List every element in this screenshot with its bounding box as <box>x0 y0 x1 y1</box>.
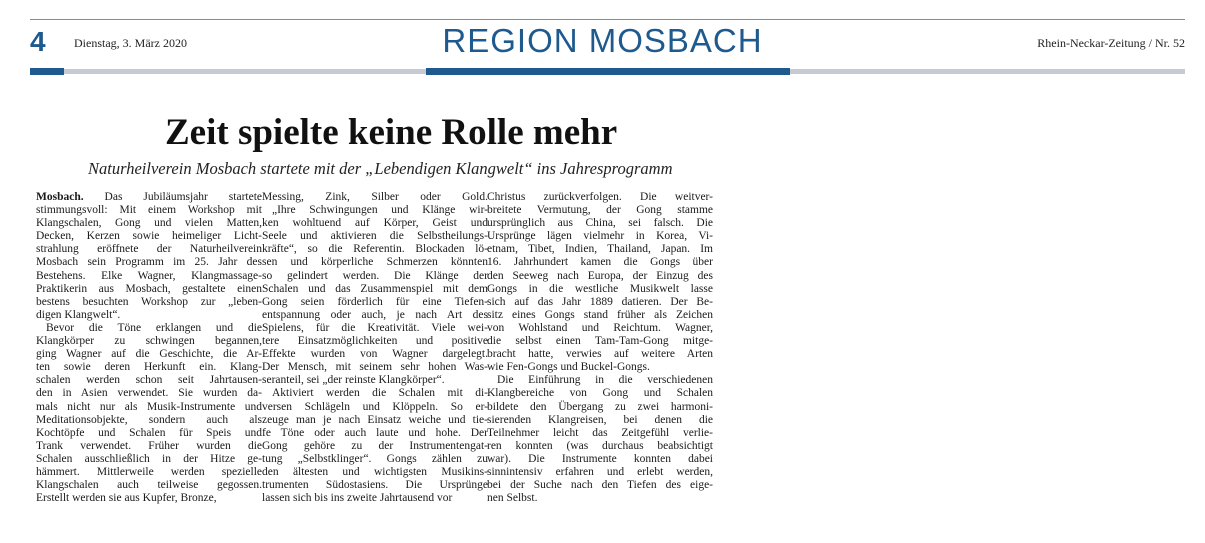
article-text: stimmungsvoll: Mit einem Workshop mit <box>36 204 262 217</box>
article-line <box>487 191 713 204</box>
article-text: sitz eines Gongs stand früher als Zeichen <box>487 308 713 321</box>
article-line <box>262 453 488 466</box>
article-text: ten sowie deren Herkunft ein. Klang- <box>36 361 262 374</box>
article-text: sierenden Klangreisen, bei denen die <box>487 413 713 426</box>
article-line <box>262 414 488 427</box>
top-rule <box>30 19 1185 20</box>
article-line <box>262 479 488 492</box>
article-line <box>487 230 713 243</box>
article-text: Das Jubiläumsjahr startete <box>104 191 263 203</box>
article-text: etnam, Tibet, Indien, Thailand, Japan. Im <box>487 243 713 256</box>
article-line <box>36 401 262 414</box>
article-line <box>487 427 713 440</box>
article-line <box>487 453 713 466</box>
article-text: trumenten Südostasiens. Die Ursprünge <box>262 479 488 492</box>
article-text: nen Selbst. <box>487 492 538 505</box>
article-line <box>262 374 488 387</box>
article-column-2 <box>262 191 488 505</box>
article-text: Trank verwendet. Früher wurden die <box>36 439 262 452</box>
article-line <box>262 270 488 283</box>
article-line <box>262 440 488 453</box>
article-line <box>36 361 262 374</box>
article-text: lassen sich bis ins zweite Jahrtausend vor <box>262 492 453 505</box>
article-text: Ursprünge lägen vielmehr in Korea, Vi- <box>487 230 713 243</box>
article-text: versen Schlägeln und Klöppeln. So er- <box>262 400 488 413</box>
article-text: Bestehens. Elke Wagner, Klangmassage- <box>36 269 262 282</box>
article-text: sinnintensiv erfahren und erlebt werden, <box>487 465 713 478</box>
article-line <box>487 401 713 414</box>
article-text: Schalen ausschließlich in der Hitze ge- <box>36 452 262 465</box>
article-text: ging Wagner auf die Geschichte, die Ar- <box>36 348 262 361</box>
article-line <box>262 283 488 296</box>
header-bar-accent-left <box>30 68 64 75</box>
article-line <box>36 374 262 387</box>
article-line <box>487 217 713 230</box>
article-text: Klangschalen, Gong und vielen Matten, <box>36 217 262 230</box>
article-text: den ältesten und wichtigsten Musikins- <box>262 465 488 478</box>
article-line <box>487 256 713 269</box>
article-line <box>487 440 713 453</box>
article-text: tung „Selbstklinger“. Gongs zählen zu <box>262 452 488 465</box>
article-text: schalen werden schon seit Jahrtausen- <box>36 374 262 387</box>
article-text: entspannung oder auch, je nach Art des <box>262 308 488 321</box>
article-line <box>487 348 713 361</box>
article-line <box>262 204 488 217</box>
article-line <box>262 348 488 361</box>
article-line <box>487 466 713 479</box>
article-text: die selbst einen Tam-Tam-Gong mitge- <box>487 335 713 348</box>
article-text: Erstellt werden sie aus Kupfer, Bronze, <box>36 492 217 505</box>
article-text: bei der Suche nach den Tiefen des eige- <box>487 479 713 492</box>
article-line <box>36 283 262 296</box>
article-line <box>36 453 262 466</box>
article-line <box>36 348 262 361</box>
article-text: ren konnten (was durchaus beabsichtigt <box>487 439 713 452</box>
article-line <box>262 296 488 309</box>
article-line <box>262 230 488 243</box>
article-line <box>36 296 262 309</box>
article-text: Schalen und das Zusammenspiel mit dem <box>262 282 488 295</box>
article-line <box>262 322 488 335</box>
article-text: Effekte wurden von Wagner dargelegt. <box>262 348 488 361</box>
article-line <box>36 309 262 322</box>
article-text: bracht hatte, verwies auf weitere Arten <box>487 348 713 361</box>
article-line <box>487 335 713 348</box>
article-text: 16. Jahrhundert kamen die Gongs über <box>487 256 713 269</box>
article-line <box>36 217 262 230</box>
article-line <box>487 309 713 322</box>
article-text: Klangschalen auch teilweise gegossen. <box>36 479 262 492</box>
article-line <box>262 361 488 374</box>
article-text: Messing, Zink, Silber oder Gold. <box>262 191 488 203</box>
article-line <box>262 191 488 204</box>
article-line <box>487 270 713 283</box>
article-text: ken wohltuend auf Körper, Geist und <box>262 217 488 230</box>
article-text: den Seeweg nach Europa, der Einzug des <box>487 269 713 282</box>
article-text: bildete den Übergang zu zwei harmoni- <box>487 400 713 413</box>
article-line <box>487 204 713 217</box>
article-dateline: Mosbach. <box>36 191 84 203</box>
article-line <box>262 309 488 322</box>
article-line <box>36 322 262 335</box>
article-line <box>262 492 488 505</box>
article-text: Decken, Kerzen sowie heimeliger Licht- <box>36 230 262 243</box>
article-headline: Zeit spielte keine Rolle mehr <box>165 112 618 153</box>
article-text: Klangbereiche von Gong und Schalen <box>487 387 713 400</box>
article-line <box>262 243 488 256</box>
article-line <box>36 335 262 348</box>
article-text: bestens besuchten Workshop zur „leben- <box>36 295 262 308</box>
article-column-3 <box>487 191 713 505</box>
article-line <box>487 361 713 374</box>
article-line <box>262 217 488 230</box>
article-text: digen Klangwelt“. <box>36 308 121 321</box>
article-line <box>262 401 488 414</box>
article-line <box>487 387 713 400</box>
section-title: REGION MOSBACH <box>442 22 763 59</box>
article-line <box>36 466 262 479</box>
article-text: kräfte“, so die Referentin. Blockaden lö- <box>262 243 488 256</box>
article-text: Gongs in die westliche Musikwelt lasse <box>487 282 713 295</box>
article-text: fe Töne oder auch laute und hohe. Der <box>262 426 488 439</box>
article-subheadline: Naturheilverein Mosbach startete mit der „Lebendigen Klangwelt“ ins Jahresprogramm <box>88 159 673 178</box>
article-text: Die Einführung in die verschiedenen <box>497 374 713 387</box>
newspaper-name: Rhein-Neckar-Zeitung / Nr. 52 <box>1037 36 1185 50</box>
issue-date: Dienstag, 3. März 2020 <box>74 36 187 50</box>
article-line <box>487 374 713 387</box>
article-line <box>487 414 713 427</box>
article-text: wie Fen-Gongs und Buckel-Gongs. <box>487 361 650 374</box>
article-text: Kochtöpfe und Schalen für Speis und <box>36 426 262 439</box>
article-text: sen und körperliche Schmerzen könnten <box>262 256 488 269</box>
article-text: war). Die Instrumente konnten dabei <box>487 452 713 465</box>
article-line <box>36 256 262 269</box>
article-text: Mosbach sein Programm im 25. Jahr des <box>36 256 262 269</box>
article-text: tere Einsatzmöglichkeiten und positive <box>262 335 488 348</box>
header-bar-accent-center <box>426 68 790 75</box>
article-text: Bevor die Töne erklangen und die <box>46 321 262 334</box>
article-text: Seele und aktivieren die Selbstheilungs- <box>262 230 488 243</box>
article-line <box>36 243 262 256</box>
article-line <box>487 479 713 492</box>
article-line <box>262 427 488 440</box>
article-line <box>36 387 262 400</box>
article-line <box>487 322 713 335</box>
article-text: strahlung eröffnete der Naturheilverein <box>36 243 262 256</box>
article-text: von Wohlstand und Reichtum. Wagner, <box>487 321 713 334</box>
article-line <box>36 479 262 492</box>
article-text: zeuge man je nach Einsatz weiche und tie- <box>262 413 488 426</box>
article-text: Klangkörper zu schwingen begannen, <box>36 335 262 348</box>
article-text: Gong gehöre zu der Instrumentengat- <box>262 439 488 452</box>
article-text: den in Asien verwendet. Sie wurden da- <box>36 387 262 400</box>
article-line <box>36 204 262 217</box>
article-text: Meditationsobjekte, sondern auch als <box>36 413 262 426</box>
article-text: Teilnehmer leicht das Zeitgefühl verlie- <box>487 426 713 439</box>
article-line <box>487 492 713 505</box>
article-text: Gong seien förderlich für eine Tiefen- <box>262 295 488 308</box>
article-line <box>487 283 713 296</box>
article-line <box>487 243 713 256</box>
article-text: so gelindert werden. Die Klänge der <box>262 269 488 282</box>
article-text: „Ihre Schwingungen und Klänge wir- <box>272 204 488 217</box>
article-text: Aktiviert werden die Schalen mit di- <box>272 387 488 400</box>
article-line <box>36 270 262 283</box>
article-text: mals nicht nur als Musik-Instrumente und <box>36 400 262 413</box>
article-line <box>36 492 262 505</box>
article-column-1 <box>36 191 262 505</box>
article-text: ursprünglich aus China, sei falsch. Die <box>487 217 713 230</box>
article-text: Praktikerin aus Mosbach, gestaltete einen <box>36 282 262 295</box>
article-line <box>36 440 262 453</box>
article-line <box>36 230 262 243</box>
article-text: Spielens, für die Kreativität. Viele wei- <box>262 321 488 334</box>
article-text: sich auf das Jahr 1889 datieren. Der Be- <box>487 295 713 308</box>
article-line <box>36 427 262 440</box>
article-text: Christus zurückverfolgen. Die weitver- <box>487 191 713 203</box>
article-text: hämmert. Mittlerweile werden spezielle <box>36 465 262 478</box>
article-line <box>36 414 262 427</box>
article-line <box>262 466 488 479</box>
article-line <box>487 296 713 309</box>
page-number: 4 <box>30 26 46 57</box>
article-text: seranteil, sei „der reinste Klangkörper“. <box>262 374 445 387</box>
article-text: breitete Vermutung, der Gong stamme <box>487 204 713 217</box>
article-line <box>36 191 262 204</box>
article-text: Der Mensch, mit seinem sehr hohen Was- <box>262 361 488 374</box>
article-line <box>262 335 488 348</box>
article-line <box>262 256 488 269</box>
article-line <box>262 387 488 400</box>
